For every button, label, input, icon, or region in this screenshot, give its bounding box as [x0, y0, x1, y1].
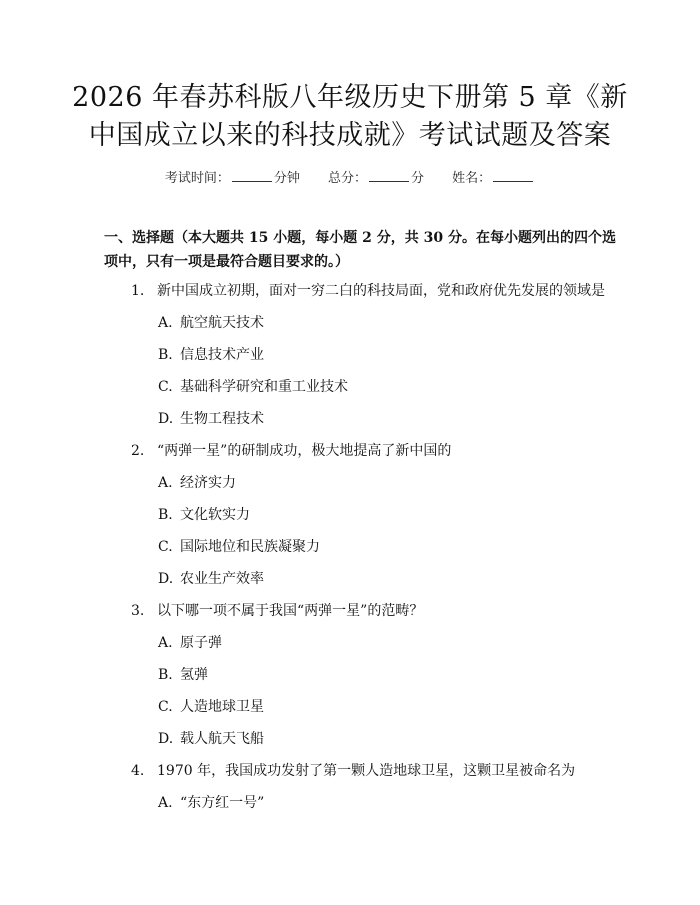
option-text: 人造地球卫星 — [180, 699, 264, 715]
question-text: “两弹一星”的研制成功，极大地提高了新中国的 — [157, 443, 452, 459]
option-text: 农业生产效率 — [180, 571, 264, 587]
question-text: 1970 年，我国成功发射了第一颗人造地球卫星，这颗卫星被命名为 — [157, 763, 576, 779]
question-text: 以下哪一项不属于我国“两弹一星”的范畴？ — [157, 603, 424, 619]
question-text: 新中国成立初期，面对一穷二白的科技局面，党和政府优先发展的领域是 — [157, 283, 605, 299]
option-letter: A. — [158, 795, 173, 811]
question-number: 1. — [131, 283, 145, 299]
page-title-line-1: 2026 年春苏科版八年级历史下册第 5 章《新 — [72, 82, 628, 113]
option-4a — [158, 793, 264, 813]
option-2c — [158, 537, 320, 557]
option-2b — [158, 505, 250, 525]
student-name-blank — [493, 169, 533, 182]
option-text: 基础科学研究和重工业技术 — [180, 379, 348, 395]
option-text: 国际地位和民族凝聚力 — [180, 539, 320, 555]
option-letter: B. — [158, 667, 173, 683]
question-number: 4. — [131, 763, 145, 779]
student-name-field — [452, 167, 535, 186]
option-text: 航空航天技术 — [180, 315, 264, 331]
total-score-unit: 分 — [411, 171, 425, 186]
option-letter: A. — [158, 475, 173, 491]
question-3 — [131, 601, 651, 621]
option-letter: D. — [158, 731, 174, 747]
option-letter: C. — [158, 699, 173, 715]
total-score-label: 总分： — [327, 171, 367, 186]
exam-time-unit: 分钟 — [273, 171, 300, 186]
option-letter: B. — [158, 507, 173, 523]
question-number: 3. — [131, 603, 145, 619]
exam-time-label: 考试时间： — [164, 171, 230, 186]
exam-time-field — [165, 167, 300, 186]
option-letter: A. — [158, 315, 173, 331]
total-score-blank — [369, 169, 409, 182]
option-1d — [158, 409, 264, 429]
option-2d — [158, 569, 264, 589]
option-text: “东方红一号” — [180, 795, 265, 811]
option-text: 氢弹 — [180, 667, 208, 683]
option-text: 生物工程技术 — [180, 411, 264, 427]
option-letter: C. — [158, 539, 173, 555]
option-text: 经济实力 — [180, 475, 236, 491]
option-1b — [158, 345, 264, 365]
option-3b — [158, 665, 208, 685]
total-score-field — [328, 167, 424, 186]
option-letter: C. — [158, 379, 173, 395]
option-letter: D. — [158, 571, 174, 587]
question-4 — [131, 761, 651, 781]
question-number: 2. — [131, 443, 145, 459]
page-title-line-2: 中国成立以来的科技成就》考试试题及答案 — [88, 120, 612, 151]
option-1c — [158, 377, 348, 397]
student-name-label: 姓名： — [452, 171, 492, 186]
option-letter: B. — [158, 347, 173, 363]
option-letter: D. — [158, 411, 174, 427]
question-1 — [131, 281, 651, 301]
exam-meta — [0, 167, 700, 186]
option-text: 信息技术产业 — [180, 347, 264, 363]
option-letter: A. — [158, 635, 173, 651]
option-text: 文化软实力 — [180, 507, 250, 523]
option-3a — [158, 633, 222, 653]
question-2 — [131, 441, 651, 461]
option-3c — [158, 697, 264, 717]
exam-time-blank — [232, 169, 272, 182]
option-text: 载人航天飞船 — [180, 731, 264, 747]
option-text: 原子弹 — [180, 635, 222, 651]
section-heading-line-2: 项中，只有一项是最符合题目要求的。） — [104, 254, 349, 270]
option-3d — [158, 729, 264, 749]
section-heading-line-1: 一、选择题（本大题共 15 小题，每小题 2 分，共 30 分。在每小题列出的四个选 — [104, 230, 616, 246]
option-2a — [158, 473, 236, 493]
option-1a — [158, 313, 264, 333]
